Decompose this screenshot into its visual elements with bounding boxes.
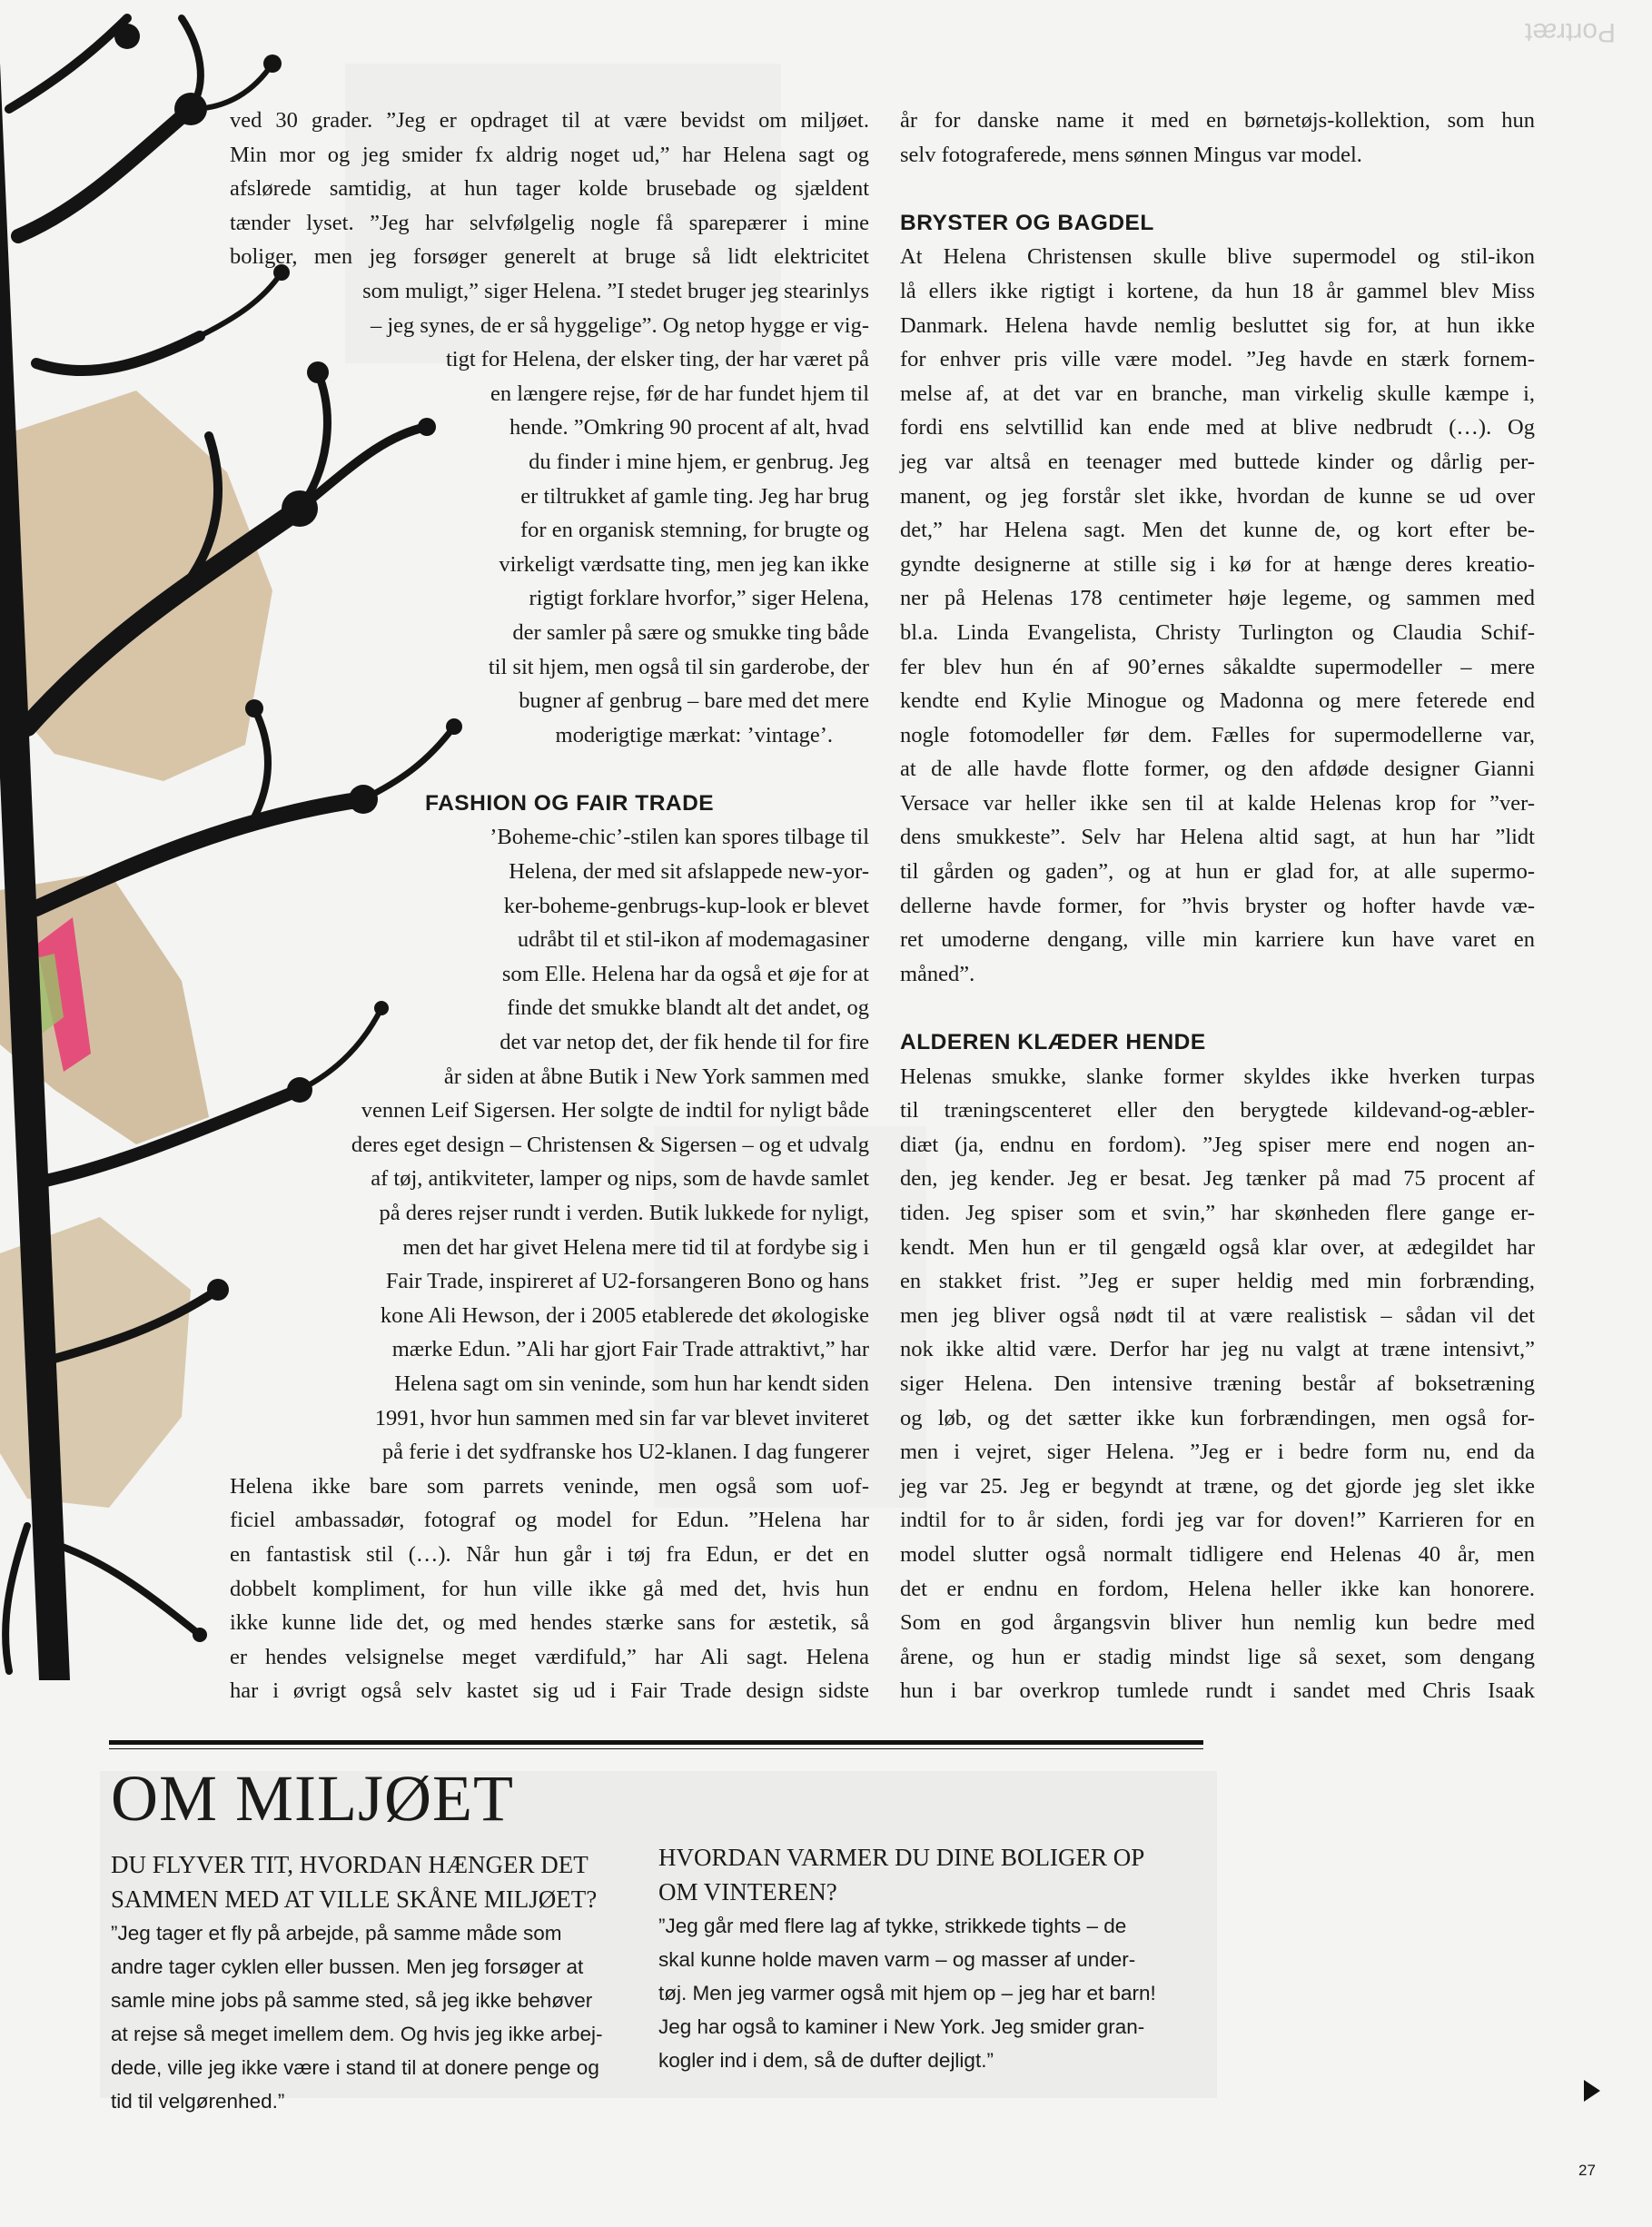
text-line: men det har givet Helena mere tid til at fordybe sig i: [402, 1234, 869, 1260]
text-line: tænder lyset. ”Jeg har selvfølgelig nogle få sparepærer i mine: [230, 210, 869, 235]
text-line: en længere rejse, før de har fundet hjem til: [490, 381, 869, 406]
answer-line: at rejse så meget imellem dem. Og hvis jeg ikke arbej-: [111, 2023, 603, 2045]
text-line: der samler på sære og smukke ting både: [512, 619, 869, 645]
text-line: mærke Edun. ”Ali har gjort Fair Trade attraktivt,” har: [391, 1337, 869, 1362]
sidebar-answer: [111, 1916, 638, 2118]
text-line: gyndte designerne at stille sig i kø for at hænge deres kreatio-: [900, 551, 1535, 577]
text-line: Fair Trade, inspireret af U2-forsangeren Bono og hans: [385, 1269, 869, 1294]
text-line: til sit hjem, men også til sin garderobe, der: [488, 654, 869, 679]
answer-line: dede, ville jeg ikke være i stand til at donere penge og: [111, 2056, 599, 2079]
text-line: Danmark. Helena havde nemlig besluttet sig for, at hun ikke: [900, 312, 1535, 338]
text-line: virkeligt værdsatte ting, men jeg kan ikke: [499, 551, 869, 577]
right-paragraph-bryster: [900, 240, 1535, 991]
text-line: At Helena Christensen skulle blive supermodel og stil-ikon: [900, 244, 1535, 270]
text-line: selv fotograferede, mens sønnen Mingus var model.: [900, 142, 1362, 167]
text-line: har i øvrigt også selv kastet sig ud i Fair Trade design sidste: [230, 1678, 869, 1704]
text-line: er tiltrukket af gamle ting. Jeg har brug: [520, 483, 869, 509]
text-line: manent, og jeg forstår slet ikke, hvordan de kunne se ud over: [900, 483, 1535, 509]
sidebar-question: [658, 1840, 1185, 1909]
text-line: hun i bar overkrop tumlede rundt i sandet med Chris Isaak: [900, 1678, 1535, 1704]
text-line: Som en god årgangsvin bliver hun nemlig kun bedre med: [900, 1610, 1535, 1636]
text-line: for enhver pris ville være model. ”Jeg havde en stærk fornem-: [900, 347, 1535, 372]
text-line: for en organisk stemning, for brugte og: [520, 518, 869, 543]
text-line: 1991, hvor hun sammen med sin far var blevet inviteret: [374, 1405, 869, 1430]
text-line: men jeg bliver også nødt til at være realistisk – sådan vil det: [900, 1302, 1535, 1328]
text-line: afslørede samtidig, at hun tager kolde brusebade og sjældent: [230, 176, 869, 202]
text-line: du finder i mine hjem, er genbrug. Jeg: [529, 449, 869, 474]
right-column: [900, 104, 1535, 1708]
text-line: til gården og gaden”, og at hun er glad for, at alle supermo-: [900, 859, 1535, 885]
text-line: indtil for to år siden, fordi jeg var for doven!” Karrieren for en: [900, 1508, 1535, 1533]
continue-arrow-icon: [1584, 2080, 1600, 2102]
text-line: kendt. Men hun er til gengæld også klar over, at ædegildet har: [900, 1234, 1535, 1260]
text-line: ret umoderne dengang, ville min karriere kun have varet en: [900, 927, 1535, 953]
text-line: men i vejret, siger Helena. ”Jeg er i bedre form nu, end da: [900, 1440, 1535, 1465]
text-line: bugner af genbrug – bare med det mere: [519, 688, 869, 714]
text-line: Helena, der med sit afslappede new-yor-: [509, 859, 869, 885]
answer-line: tid til velgørenhed.”: [111, 2090, 285, 2113]
text-line: år for danske name it med en børnetøjs-kollektion, som hun: [900, 108, 1535, 133]
sidebar-answer: [658, 1909, 1185, 2077]
left-paragraph-intro: [230, 104, 869, 752]
text-line: jeg var altså en teenager med buttede kinder og dårlig per-: [900, 449, 1535, 474]
text-line: lå ellers ikke rigtigt i kortene, da hun 18 år gammel blev Miss: [900, 278, 1535, 303]
sidebar-rule: [109, 1740, 1203, 1745]
answer-line: tøj. Men jeg varmer også mit hjem op – jeg har et barn!: [658, 1982, 1156, 2004]
text-line: det er endnu en fordom, Helena heller ikke kan honorere.: [900, 1576, 1535, 1601]
text-line: at de alle havde flotte former, og den afdøde designer Gianni: [900, 757, 1535, 782]
text-line: finde det smukke blandt alt det andet, og: [507, 995, 869, 1021]
answer-line: ”Jeg går med flere lag af tykke, strikkede tights – de: [658, 1915, 1127, 1937]
answer-line: Jeg har også to kaminer i New York. Jeg smider gran-: [658, 2015, 1145, 2038]
text-line: vennen Leif Sigersen. Her solgte de indtil for nyligt både: [361, 1098, 869, 1123]
text-line: det var netop det, der fik hende til for fire: [500, 1030, 869, 1055]
page-number: 27: [1578, 2162, 1596, 2179]
subhead-bryster: BRYSTER OG BAGDEL: [900, 210, 1154, 235]
sidebar-question: [111, 1847, 638, 1916]
question-line: SAMMEN MED AT VILLE SKÅNE MILJØET?: [111, 1886, 598, 1913]
text-line: en fantastisk stil (…). Når hun går i tøj fra Edun, er det en: [230, 1541, 869, 1567]
text-line: ner på Helenas 178 centimeter høje legeme, og sammen med: [900, 586, 1535, 611]
answer-line: skal kunne holde maven varm – og masser af under-: [658, 1948, 1136, 1971]
text-line: nogle fotomodeller før dem. Fælles for supermodellerne var,: [900, 722, 1535, 747]
section-tag: Portræt: [1524, 17, 1616, 47]
text-line: ficiel ambassadør, fotograf og model for Edun. ”Helena har: [230, 1508, 869, 1533]
text-line: deres eget design – Christensen & Sigersen – og et udvalg: [351, 1132, 869, 1157]
sidebar-qa-1: [111, 1847, 638, 2118]
text-line: det,” har Helena sagt. Men det kunne de, og kort efter be-: [900, 518, 1535, 543]
text-line: ’Boheme-chic’-stilen kan spores tilbage til: [490, 825, 869, 850]
text-line: Versace var heller ikke sen til at kalde Helenas krop for ”ver-: [900, 790, 1535, 816]
answer-line: samle mine jobs på samme sted, så jeg ikke behøver: [111, 1989, 593, 2012]
text-line: rigtigt forklare hvorfor,” siger Helena,: [529, 586, 869, 611]
text-line: fordi ens selvtillid kan ende med at blive nedbrudt (…). Og: [900, 415, 1535, 440]
text-line: og løb, og det sætter ikke kun forbrændingen, men også for-: [900, 1405, 1535, 1430]
text-line: udråbt til et stil-ikon af modemagasiner: [517, 927, 869, 953]
right-paragraph-intro: [900, 104, 1535, 172]
text-line: dellerne havde former, for ”hvis bryster og hofter havde væ-: [900, 893, 1535, 918]
question-line: DU FLYVER TIT, HVORDAN HÆNGER DET: [111, 1851, 589, 1878]
text-line: Helena sagt om sin veninde, som hun har kendt siden: [394, 1371, 869, 1396]
text-line: melse af, at det var en branche, man virkelig skulle kæmpe i,: [900, 381, 1535, 406]
text-line: er hendes velsignelse meget værdifuld,” har Ali sagt. Helena: [230, 1644, 869, 1669]
left-paragraph-fashion: [230, 820, 869, 1707]
text-line: diæt (ja, endnu en fordom). ”Jeg spiser mere end nogen an-: [900, 1132, 1535, 1157]
text-line: Helena ikke bare som parrets veninde, men også som uof-: [230, 1473, 869, 1499]
text-line: hende. ”Omkring 90 procent af alt, hvad: [509, 415, 869, 440]
answer-line: kogler ind i dem, så de dufter dejligt.”: [658, 2049, 994, 2072]
text-line: som Elle. Helena har da også et øje for at: [501, 961, 869, 986]
text-line: år siden at åbne Butik i New York sammen med: [443, 1064, 869, 1089]
text-line: – jeg synes, de er så hyggelige”. Og netop hygge er vig-: [370, 312, 869, 338]
question-line: OM VINTEREN?: [658, 1878, 837, 1905]
text-line: bl.a. Linda Evangelista, Christy Turlington og Claudia Schif-: [900, 619, 1535, 645]
text-line: dens smukkeste”. Selv har Helena altid sagt, at hun har ”lidt: [900, 825, 1535, 850]
text-line: dobbelt kompliment, for hun ville ikke gå med det, hvis hun: [230, 1576, 869, 1601]
text-line: kendte end Kylie Minogue og Madonna og mere feterede end: [900, 688, 1535, 714]
text-line: måned”.: [900, 961, 975, 986]
left-column: [230, 104, 869, 1708]
subhead-alderen: ALDEREN KLÆDER HENDE: [900, 1030, 1206, 1055]
text-line: ved 30 grader. ”Jeg er opdraget til at være bevidst om miljøet.: [230, 108, 869, 133]
text-line: boliger, men jeg forsøger generelt at bruge så lidt elektricitet: [230, 244, 869, 270]
right-paragraph-alderen: [900, 1060, 1535, 1708]
text-line: på ferie i det sydfranske hos U2-klanen. I dag fungerer: [381, 1440, 869, 1465]
text-line: den, jeg kender. Jeg er besat. Jeg tænker på mad 75 procent af: [900, 1166, 1535, 1192]
sidebar-rule-thin: [109, 1748, 1203, 1749]
text-line: ikke kunne lide det, og med hendes stærke sans for æstetik, så: [230, 1610, 869, 1636]
text-line: en stakket frist. ”Jeg er super heldig med min forbrænding,: [900, 1269, 1535, 1294]
sidebar-qa-2: [658, 1840, 1185, 2077]
text-line: som muligt,” siger Helena. ”I stedet bruger jeg stearinlys: [362, 278, 869, 303]
text-line: tigt for Helena, der elsker ting, der har været på: [445, 347, 869, 372]
text-line: model slutter også normalt tidligere end Helenas 40 år, men: [900, 1541, 1535, 1567]
text-line: jeg var 25. Jeg er begyndt at træne, og det gjorde jeg slet ikke: [900, 1473, 1535, 1499]
text-line: til træningscenteret eller den berygtede kildevand-og-æbler-: [900, 1098, 1535, 1123]
text-line: af tøj, antikviteter, lamper og nips, som de havde samlet: [371, 1166, 869, 1192]
subhead-fashion: FASHION OG FAIR TRADE: [425, 790, 715, 816]
text-line: fer blev hun én af 90’ernes såkaldte supermodeller – mere: [900, 654, 1535, 679]
text-line: Helenas smukke, slanke former skyldes ikke hverken turpas: [900, 1064, 1535, 1089]
text-line: Min mor og jeg smider fx aldrig noget ud,” har Helena sagt og: [230, 142, 869, 167]
text-line: tiden. Jeg spiser som et svin,” har skønheden flere gange er-: [900, 1201, 1535, 1225]
answer-line: andre tager cyklen eller bussen. Men jeg forsøger at: [111, 1955, 584, 1978]
text-line: nok ikke altid være. Derfor har jeg nu valgt at træne intensivt,”: [900, 1337, 1535, 1362]
text-line: siger Helena. Den intensive træning består af boksetræning: [900, 1371, 1535, 1396]
answer-line: ”Jeg tager et fly på arbejde, på samme måde som: [111, 1922, 562, 1945]
question-line: HVORDAN VARMER DU DINE BOLIGER OP: [658, 1844, 1145, 1871]
text-line: kone Ali Hewson, der i 2005 etablerede det økologiske: [380, 1302, 869, 1328]
text-line: moderigtige mærkat: ’vintage’.: [555, 722, 833, 747]
text-line: ker-boheme-genbrugs-kup-look er blevet: [503, 893, 869, 918]
sidebar-title: OM MILJØET: [111, 1762, 514, 1835]
text-line: årene, og hun er stadig mindst lige så sexet, som dengang: [900, 1644, 1535, 1669]
text-line: på deres rejser rundt i verden. Butik lukkede for nyligt,: [379, 1201, 869, 1225]
